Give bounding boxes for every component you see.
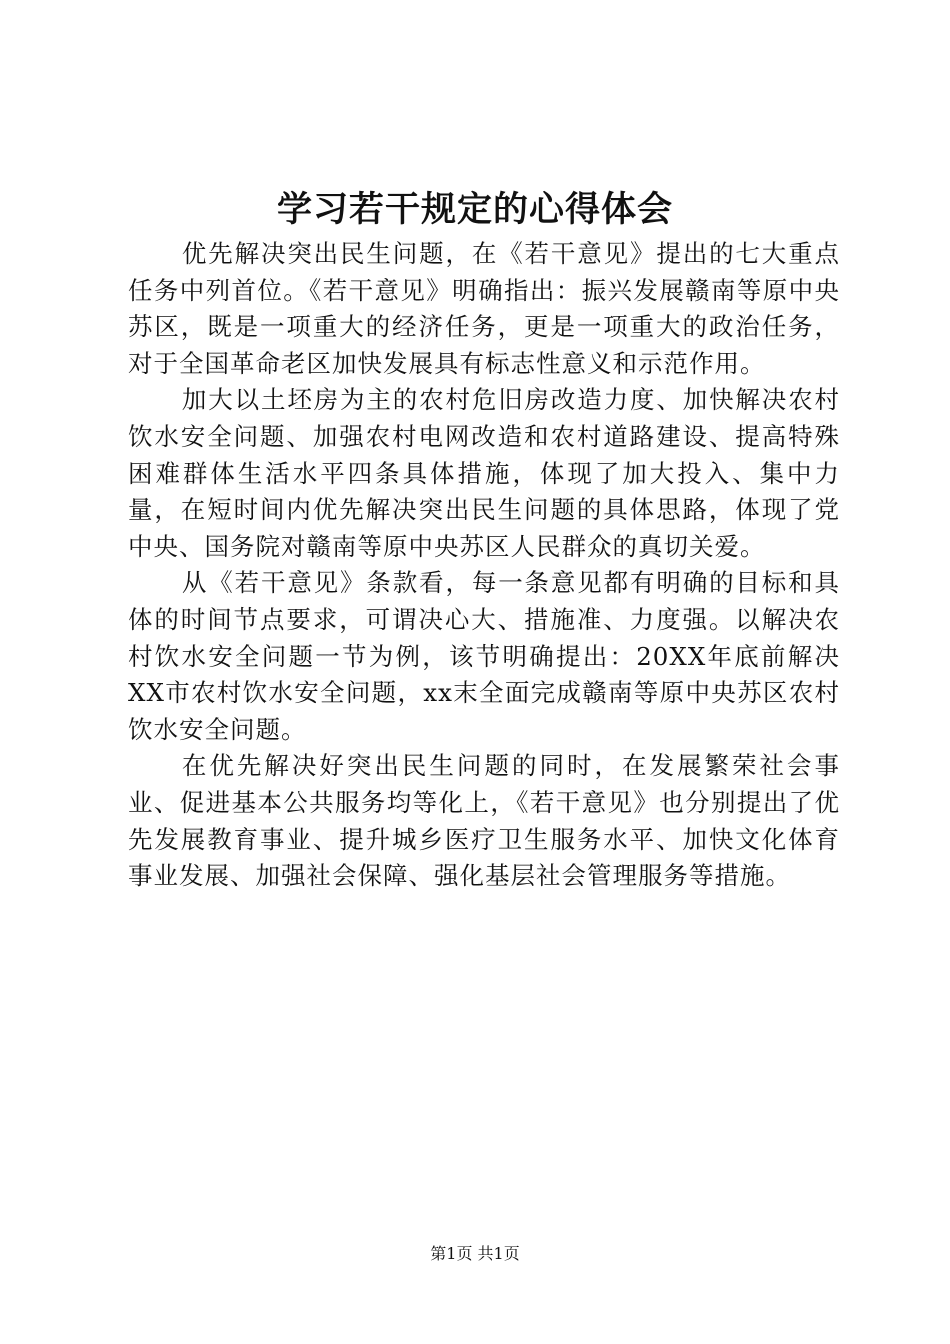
document-title: 学习若干规定的心得体会: [276, 189, 673, 230]
document-body: [128, 236, 840, 895]
paragraph-4: 在优先解决好突出民生问题的同时，在发展繁荣社会事业、促进基本公共服务均等化上，《若干意见》也分别提出了优先发展教育事业、提升城乡医疗卫生服务水平、加快文化体育事业发展、加强社会保障、强化基层社会管理服务等措施。: [128, 751, 840, 891]
paragraph-3: 从《若干意见》条款看，每一条意见都有明确的目标和具体的时间节点要求，可谓决心大、措施准、力度强。以解决农村饮水安全问题一节为例，该节明确提出：20XX年底前解决XX市农村饮水安全问题，xx末全面完成赣南等原中央苏区农村饮水安全问题。: [128, 568, 840, 744]
paragraph-2: 加大以土坯房为主的农村危旧房改造力度、加快解决农村饮水安全问题、加强农村电网改造和农村道路建设、提高特殊困难群体生活水平四条具体措施，体现了加大投入、集中力量，在短时间内优先解决突出民生问题的具体思路，体现了党中央、国务院对赣南等原中央苏区人民群众的真切关爱。: [128, 385, 840, 561]
page-footer: 第1页 共1页: [430, 1244, 520, 1263]
paragraph-1: 优先解决突出民生问题，在《若干意见》提出的七大重点任务中列首位。《若干意见》明确指出：振兴发展赣南等原中央苏区，既是一项重大的经济任务，更是一项重大的政治任务，对于全国革命老区加快发展具有标志性意义和示范作用。: [128, 239, 840, 378]
